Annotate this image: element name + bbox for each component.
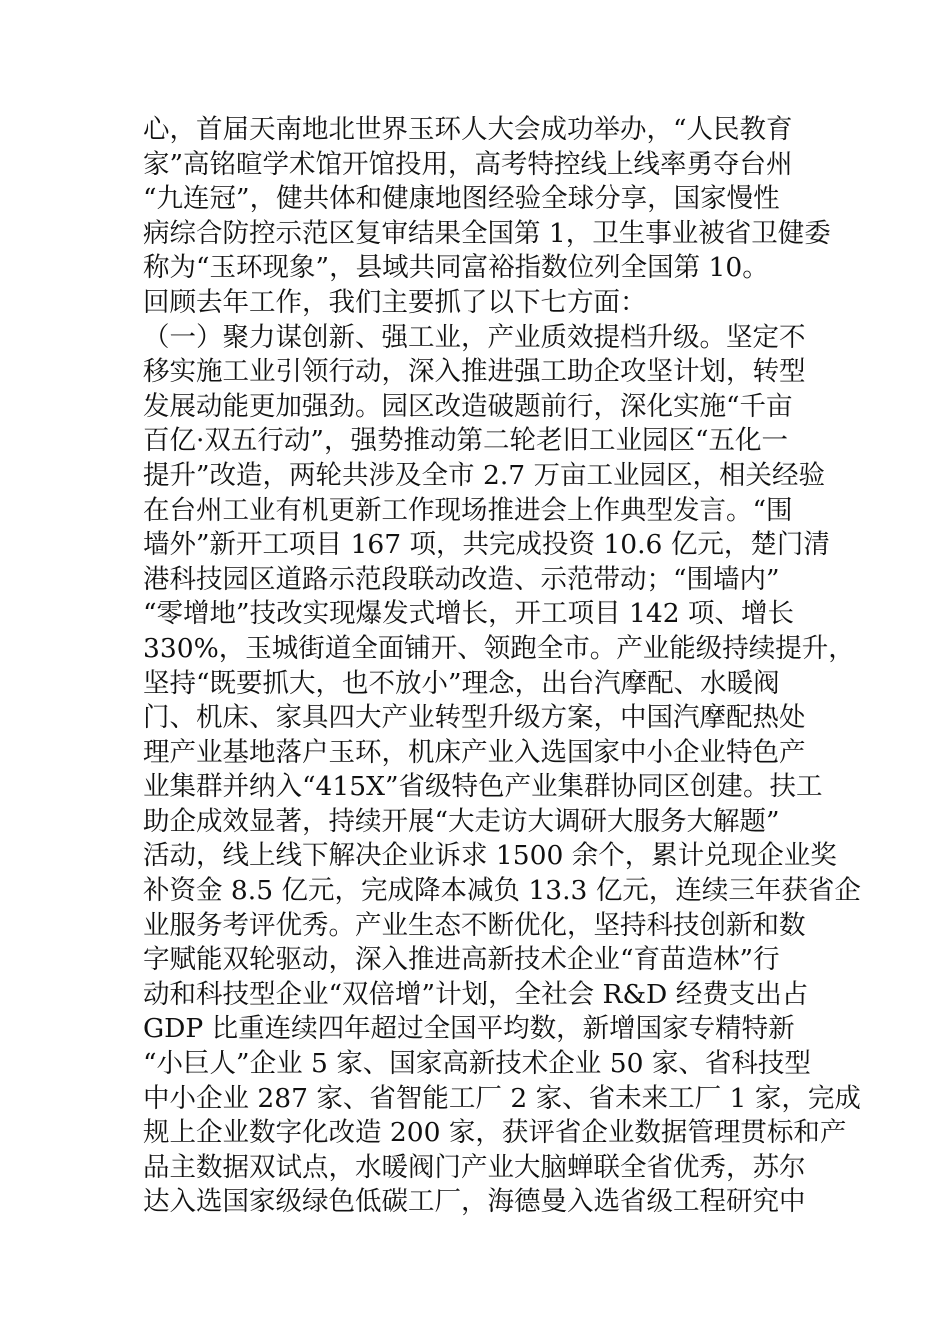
text-line: “零增地”技改实现爆发式增长，开工项目 142 项、增长	[143, 598, 795, 630]
body-text	[143, 113, 861, 1220]
text-line: 达入选国家级绿色低碳工厂，海德曼入选省级工程研究中	[143, 1186, 806, 1218]
text-line: 家”高铭暄学术馆开馆投用，高考特控线上线率勇夺台州	[143, 148, 793, 180]
text-line: 称为“玉环现象”，县域共同富裕指数位列全国第 10。	[143, 252, 769, 284]
text-line: 在台州工业有机更新工作现场推进会上作典型发言。“围	[143, 494, 793, 526]
text-line: 坚持“既要抓大，也不放小”理念，出台汽摩配、水暖阀	[143, 667, 780, 699]
text-line: 业服务考评优秀。产业生态不断优化，坚持科技创新和数	[143, 909, 806, 941]
text-line: 墙外”新开工项目 167 项，共完成投资 10.6 亿元，楚门清	[143, 529, 830, 561]
text-line: 动和科技型企业“双倍增”计划，全社会 R&D 经费支出占	[143, 978, 809, 1010]
text-line: 港科技园区道路示范段联动改造、示范带动；“围墙内”	[143, 563, 780, 595]
text-line: 百亿·双五行动”，强势推动第二轮老旧工业园区“五化一	[143, 425, 789, 457]
text-line: 品主数据双试点，水暖阀门产业大脑蝉联全省优秀，苏尔	[143, 1151, 806, 1183]
text-line: 心，首届天南地北世界玉环人大会成功举办，“人民教育	[143, 114, 793, 145]
text-line: 活动，线上线下解决企业诉求 1500 余个，累计兑现企业奖	[143, 840, 837, 872]
text-line: 病综合防控示范区复审结果全国第 1，卫生事业被省卫健委	[143, 217, 831, 249]
text-line: 移实施工业引领行动，深入推进强工助企攻坚计划，转型	[143, 356, 806, 388]
text-line: 补资金 8.5 亿元，完成降本减负 13.3 亿元，连续三年获省企	[143, 875, 861, 907]
text-line: 字赋能双轮驱动，深入推进高新技术企业“育苗造林”行	[143, 944, 780, 976]
text-line: 门、机床、家具四大产业转型升级方案，中国汽摩配热处	[143, 702, 806, 734]
text-line: 发展动能更加强劲。园区改造破题前行，深化实施“千亩	[143, 390, 793, 422]
text-line: 中小企业 287 家、省智能工厂 2 家、省未来工厂 1 家，完成	[143, 1082, 861, 1114]
text-line: 提升”改造，两轮共涉及全市 2.7 万亩工业园区，相关经验	[143, 459, 826, 491]
text-line: “九连冠”，健共体和健康地图经验全球分享，国家慢性	[143, 183, 780, 215]
section-heading-line: （一）聚力谋创新、强工业，产业质效提档升级。坚定不	[143, 321, 806, 353]
text-line: 330%，玉城街道全面铺开、领跑全市。产业能级持续提升，	[143, 632, 855, 664]
text-line: 理产业基地落户玉环，机床产业入选国家中小企业特色产	[143, 736, 806, 768]
text-line: 业集群并纳入“415X”省级特色产业集群协同区创建。扶工	[143, 771, 823, 803]
text-line: “小巨人”企业 5 家、国家高新技术企业 50 家、省科技型	[143, 1048, 811, 1080]
paragraph-intro-line: 回顾去年工作，我们主要抓了以下七方面：	[143, 286, 647, 318]
text-line: GDP 比重连续四年超过全国平均数，新增国家专精特新	[143, 1013, 795, 1045]
text-line: 助企成效显著，持续开展“大走访大调研大服务大解题”	[143, 805, 780, 837]
text-line: 规上企业数字化改造 200 家，获评省企业数据管理贯标和产	[143, 1117, 847, 1149]
